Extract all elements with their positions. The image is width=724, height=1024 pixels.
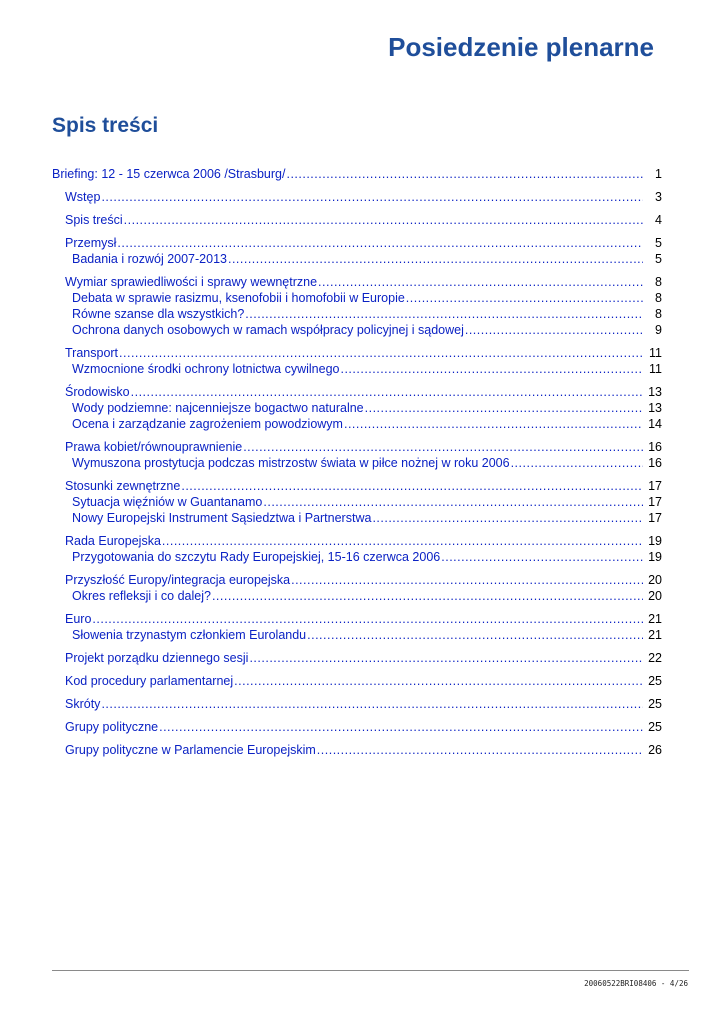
toc-dot-leader [124, 212, 643, 228]
toc-entry-label: Rada Europejska [65, 534, 161, 548]
toc-entry-label: Wstęp [65, 190, 101, 204]
toc-entry-label: Sytuacja więźniów w Guantanamo [72, 495, 263, 509]
toc-dot-leader [228, 251, 643, 267]
toc-entry-page-number: 1 [655, 167, 662, 181]
toc-entry[interactable] [52, 416, 662, 432]
page-title: Posiedzenie plenarne [388, 32, 654, 62]
toc-entry-page-number: 22 [648, 651, 662, 665]
toc-entry[interactable] [52, 274, 662, 290]
toc-entry-label: Transport [65, 346, 119, 360]
toc-entry-label: Prawa kobiet/równouprawnienie [65, 440, 243, 454]
toc-entry[interactable] [52, 455, 662, 471]
toc-entry-label: Spis treści [65, 213, 123, 227]
toc-entry-label: Wymuszona prostytucja podczas mistrzostw świata w piłce nożnej w roku 2006 [72, 456, 510, 470]
toc-dot-leader [291, 572, 643, 588]
toc-entry[interactable] [52, 650, 662, 666]
toc-dot-leader [117, 235, 643, 251]
toc-entry-label: Równe szanse dla wszystkich? [72, 307, 245, 321]
toc-entry-page-number: 13 [648, 401, 662, 415]
toc-dot-leader [365, 400, 643, 416]
toc-entry-label: Briefing: 12 - 15 czerwca 2006 /Strasburg/ [52, 167, 286, 181]
toc-entry-page-number: 19 [648, 534, 662, 548]
toc-entry-page-number: 8 [655, 275, 662, 289]
toc-entry-label: Wymiar sprawiedliwości i sprawy wewnętrzne [65, 275, 318, 289]
toc-entry[interactable] [52, 212, 662, 228]
toc-entry[interactable] [52, 384, 662, 400]
toc-entry-page-number: 14 [648, 417, 662, 431]
toc-entry[interactable] [52, 510, 662, 526]
toc-entry-page-number: 21 [648, 612, 662, 626]
toc-entry[interactable] [52, 361, 662, 377]
toc-dot-leader [249, 650, 643, 666]
toc-entry[interactable] [52, 322, 662, 338]
toc-dot-leader [162, 533, 643, 549]
toc-entry-page-number: 13 [648, 385, 662, 399]
toc-dot-leader [372, 510, 643, 526]
toc-entry-label: Słowenia trzynastym członkiem Eurolandu [72, 628, 307, 642]
toc-dot-leader [441, 549, 643, 565]
toc-entry-page-number: 3 [655, 190, 662, 204]
toc-entry-label: Debata w sprawie rasizmu, ksenofobii i homofobii w Europie [72, 291, 405, 305]
toc-entry-page-number: 25 [648, 674, 662, 688]
toc-dot-leader [101, 189, 643, 205]
toc-entry-page-number: 16 [648, 456, 662, 470]
toc-entry-page-number: 21 [648, 628, 662, 642]
toc-dot-leader [263, 494, 643, 510]
toc-entry-label: Ocena i zarządzanie zagrożeniem powodziowym [72, 417, 343, 431]
toc-entry[interactable] [52, 166, 662, 182]
toc-dot-leader [307, 627, 643, 643]
toc-entry-page-number: 8 [655, 307, 662, 321]
toc-dot-leader [119, 345, 643, 361]
toc-entry-page-number: 17 [648, 495, 662, 509]
toc-entry-label: Przygotowania do szczytu Rady Europejskiej, 15-16 czerwca 2006 [72, 550, 441, 564]
toc-dot-leader [406, 290, 643, 306]
toc-dot-leader [245, 306, 643, 322]
toc-entry[interactable] [52, 533, 662, 549]
toc-entry-page-number: 20 [648, 589, 662, 603]
toc-entry[interactable] [52, 478, 662, 494]
toc-entry-page-number: 19 [648, 550, 662, 564]
toc-dot-leader [212, 588, 643, 604]
toc-entry[interactable] [52, 290, 662, 306]
toc-dot-leader [465, 322, 643, 338]
table-of-contents [52, 166, 662, 758]
toc-entry-page-number: 4 [655, 213, 662, 227]
toc-entry-page-number: 20 [648, 573, 662, 587]
toc-entry-page-number: 17 [648, 511, 662, 525]
toc-entry-label: Przyszłość Europy/integracja europejska [65, 573, 291, 587]
toc-entry[interactable] [52, 611, 662, 627]
toc-dot-leader [234, 673, 643, 689]
toc-dot-leader [131, 384, 643, 400]
toc-entry-label: Badania i rozwój 2007-2013 [72, 252, 227, 266]
toc-entry-label: Okres refleksji i co dalej? [72, 589, 211, 603]
toc-entry-page-number: 8 [655, 291, 662, 305]
toc-entry[interactable] [52, 673, 662, 689]
toc-entry-page-number: 11 [649, 362, 662, 376]
toc-entry-label: Środowisko [65, 385, 130, 399]
toc-dot-leader [92, 611, 643, 627]
toc-entry-page-number: 25 [648, 720, 662, 734]
toc-dot-leader [344, 416, 643, 432]
toc-entry[interactable] [52, 251, 662, 267]
toc-dot-leader [243, 439, 643, 455]
toc-entry-label: Przemysł [65, 236, 117, 250]
toc-entry[interactable] [52, 189, 662, 205]
toc-dot-leader [340, 361, 643, 377]
toc-entry-label: Wody podziemne: najcenniejsze bogactwo naturalne [72, 401, 364, 415]
toc-entry[interactable] [52, 345, 662, 361]
toc-entry-page-number: 5 [655, 252, 662, 266]
toc-dot-leader [317, 742, 643, 758]
toc-dot-leader [159, 719, 643, 735]
toc-entry[interactable] [52, 306, 662, 322]
toc-entry-label: Nowy Europejski Instrument Sąsiedztwa i Partnerstwa [72, 511, 372, 525]
toc-entry-label: Grupy polityczne w Parlamencie Europejskim [65, 743, 316, 757]
toc-entry-label: Ochrona danych osobowych w ramach współpracy policyjnej i sądowej [72, 323, 464, 337]
toc-entry[interactable] [52, 549, 662, 565]
toc-dot-leader [318, 274, 643, 290]
toc-dot-leader [181, 478, 643, 494]
toc-entry-page-number: 17 [648, 479, 662, 493]
toc-dot-leader [511, 455, 643, 471]
toc-entry-page-number: 26 [648, 743, 662, 757]
toc-entry[interactable] [52, 742, 662, 758]
toc-dot-leader [286, 166, 643, 182]
toc-entry-page-number: 25 [648, 697, 662, 711]
toc-entry-label: Grupy polityczne [65, 720, 159, 734]
toc-heading: Spis treści [52, 114, 159, 137]
toc-entry[interactable] [52, 400, 662, 416]
toc-entry-label: Skróty [65, 697, 101, 711]
toc-dot-leader [101, 696, 643, 712]
toc-entry-label: Wzmocnione środki ochrony lotnictwa cywilnego [72, 362, 340, 376]
toc-entry-label: Euro [65, 612, 92, 626]
toc-entry[interactable] [52, 494, 662, 510]
toc-entry-page-number: 5 [655, 236, 662, 250]
toc-entry-label: Projekt porządku dziennego sesji [65, 651, 249, 665]
toc-entry-page-number: 9 [655, 323, 662, 337]
toc-entry-page-number: 11 [649, 346, 662, 360]
footer-divider [52, 970, 689, 971]
page-reference: 20060522BRI08406 - 4/26 [584, 979, 688, 988]
toc-entry[interactable] [52, 719, 662, 735]
toc-entry-page-number: 16 [648, 440, 662, 454]
toc-entry[interactable] [52, 572, 662, 588]
toc-entry[interactable] [52, 627, 662, 643]
toc-entry-label: Kod procedury parlamentarnej [65, 674, 234, 688]
toc-entry-label: Stosunki zewnętrzne [65, 479, 181, 493]
toc-entry[interactable] [52, 235, 662, 251]
toc-entry[interactable] [52, 588, 662, 604]
toc-entry[interactable] [52, 439, 662, 455]
toc-entry[interactable] [52, 696, 662, 712]
